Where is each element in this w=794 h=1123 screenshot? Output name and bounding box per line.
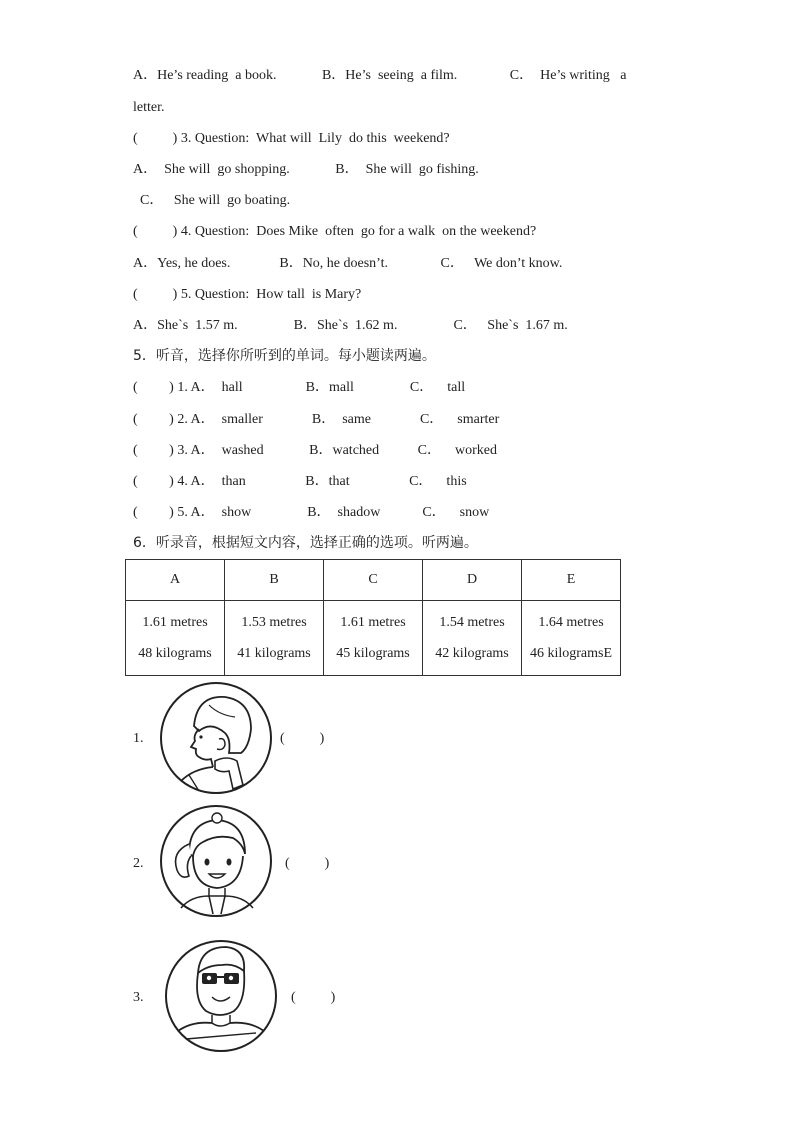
q3-options-line2: C． She will go boating. (133, 193, 291, 208)
section5-item: ( ) 4. A． than B．that C． this (133, 474, 467, 489)
boy-glasses-illustration (164, 939, 278, 1053)
girl-smiling-illustration (159, 804, 273, 918)
section5-item: ( ) 5. A． show B． shadow C． snow (133, 505, 490, 520)
item-number: 3. (133, 990, 144, 1005)
q3-options-line1: A． She will go shopping. B． She will go fishing. (133, 162, 479, 177)
table-header-cell: E (522, 560, 621, 601)
height-value: 1.54 metres (439, 615, 505, 630)
height-value: 1.61 metres (142, 615, 208, 630)
weight-value: 48 kilograms (138, 646, 212, 661)
answer-blank[interactable]: ( ) (291, 990, 336, 1005)
answer-blank[interactable]: ( ) (280, 731, 325, 746)
table-cell (225, 601, 324, 676)
weight-value: 41 kilograms (237, 646, 311, 661)
weight-value: 45 kilograms (336, 646, 410, 661)
height-value: 1.53 metres (241, 615, 307, 630)
table-cell (522, 601, 621, 676)
table-header-row (126, 560, 621, 601)
girl-profile-illustration (159, 681, 273, 795)
answer-blank[interactable]: ( ) (285, 856, 330, 871)
table-header-cell: C (324, 560, 423, 601)
q3-question: ( ) 3. Question: What will Lily do this weekend? (133, 131, 450, 146)
weight-value: 42 kilograms (435, 646, 509, 661)
height-value: 1.64 metres (538, 615, 604, 630)
section6-title: 6．听录音，根据短文内容，选择正确的选项。听两遍。 (133, 535, 478, 551)
item-number: 1. (133, 731, 144, 746)
q2-options-line1: A．He’s reading a book. B．He’s seeing a film. C． He’s writing a (133, 68, 627, 83)
section5-title: 5．听音，选择你所听到的单词。每小题读两遍。 (133, 348, 436, 364)
item-number: 2. (133, 856, 144, 871)
height-weight-table (125, 559, 621, 676)
q5-question: ( ) 5. Question: How tall is Mary? (133, 287, 362, 302)
table-header-cell: D (423, 560, 522, 601)
table-row (126, 601, 621, 676)
height-value: 1.61 metres (340, 615, 406, 630)
table-cell (126, 601, 225, 676)
weight-value: 46 kilogramsE (529, 646, 613, 661)
q5-options: A．She`s 1.57 m. B．She`s 1.62 m. C． She`s 1.67 m. (133, 318, 568, 333)
section5-item: ( ) 1. A． hall B．mall C． tall (133, 380, 466, 395)
table-cell (423, 601, 522, 676)
q4-options: A．Yes, he does. B．No, he doesn’t. C． We don’t know. (133, 256, 563, 271)
q4-question: ( ) 4. Question: Does Mike often go for a walk on the weekend? (133, 224, 537, 239)
table-cell (324, 601, 423, 676)
section5-item: ( ) 3. A． washed B．watched C． worked (133, 443, 497, 458)
section5-item: ( ) 2. A． smaller B． same C． smarter (133, 412, 500, 427)
q2-options-line2: letter. (133, 100, 165, 115)
table-header-cell: B (225, 560, 324, 601)
table-header-cell: A (126, 560, 225, 601)
